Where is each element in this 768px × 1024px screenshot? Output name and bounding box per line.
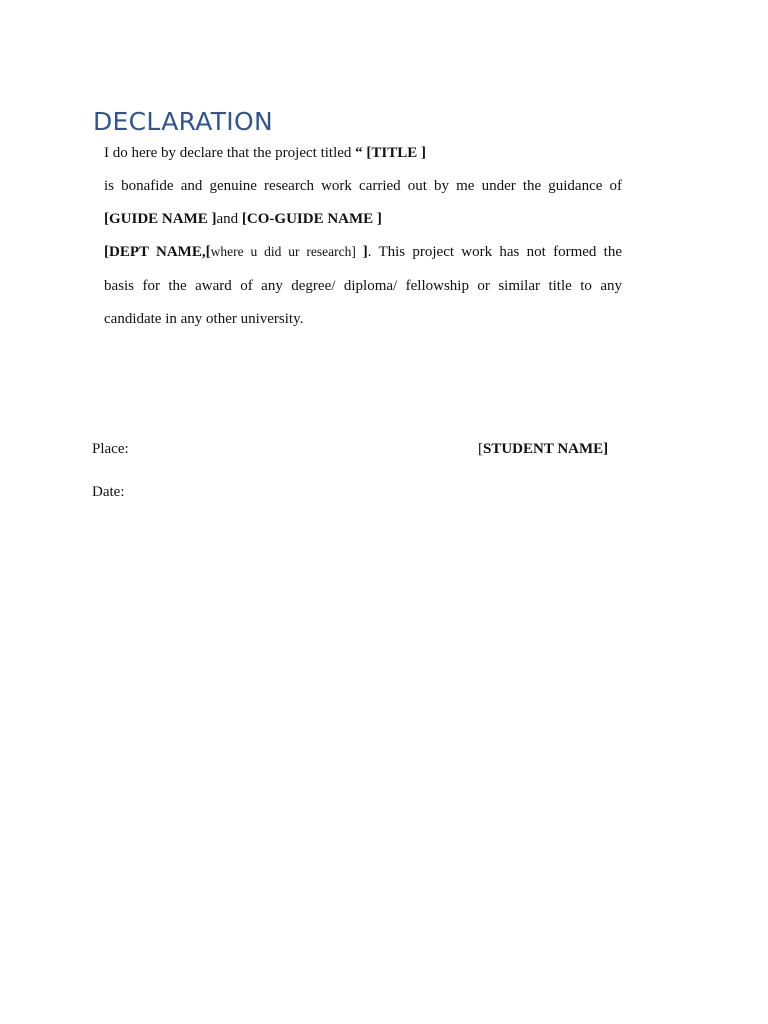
- dept-close-bracket: ]: [362, 244, 368, 260]
- declaration-line-5: basis for the award of any degree/ diploma/ fellowship or similar title to any: [104, 278, 622, 294]
- declaration-text: I do here by declare that the project titled: [104, 145, 356, 161]
- dept-hint-text: where u did ur research]: [210, 244, 363, 259]
- dept-name-placeholder: [DEPT NAME,[: [104, 244, 211, 260]
- title-placeholder: “ [TITLE ]: [355, 145, 426, 161]
- guide-name-placeholder: [GUIDE NAME ]: [104, 211, 217, 227]
- declaration-line-1: [104, 143, 622, 163]
- student-open-bracket: [: [478, 441, 483, 457]
- date-label: Date:: [92, 484, 125, 500]
- place-label: Place:: [92, 441, 129, 457]
- student-name-placeholder: STUDENT NAME]: [483, 441, 609, 457]
- co-guide-name-placeholder: [CO-GUIDE NAME ]: [241, 211, 382, 227]
- declaration-line-2: is bonafide and genuine research work carried out by me under the guidance of: [104, 178, 622, 194]
- declaration-line-3: [104, 209, 622, 229]
- student-name-signature: [478, 439, 608, 459]
- connector-text: and: [216, 211, 242, 227]
- declaration-line-6: candidate in any other university.: [104, 311, 304, 327]
- page-title: DECLARATION: [93, 107, 273, 136]
- declaration-line-4: [104, 242, 622, 262]
- declaration-text: . This project work has not formed the: [367, 244, 622, 260]
